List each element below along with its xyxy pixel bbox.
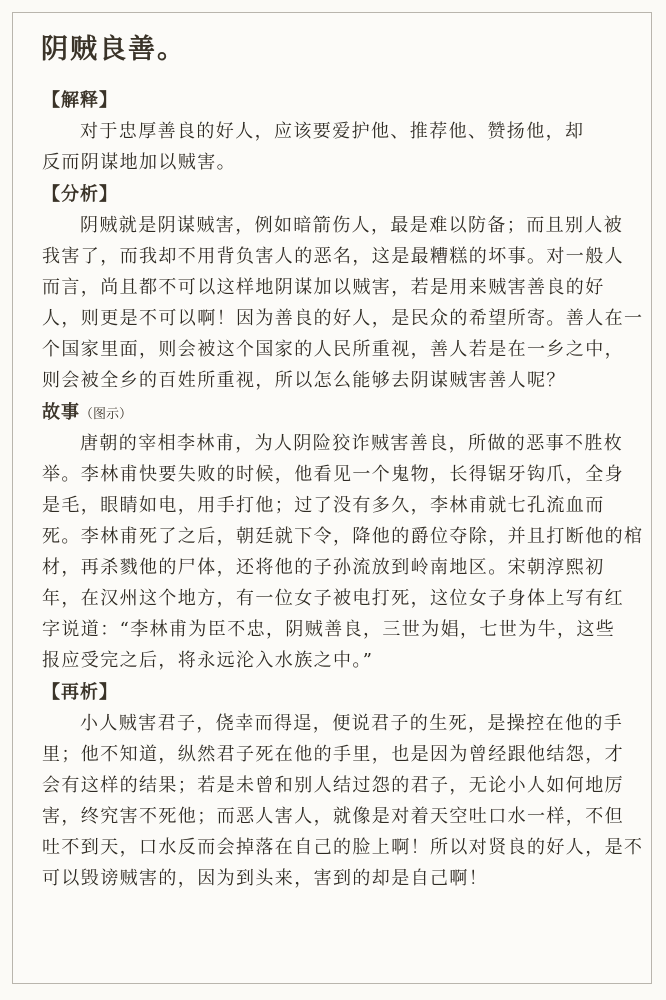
text-line: 反而阴谋地加以贼害。 (42, 152, 236, 173)
section-heading-reanalysis: 【再析】 (42, 682, 118, 703)
text-line: 我害了，而我却不用背负害人的恶名，这是最糟糕的坏事。对一般人 (42, 246, 624, 267)
text-line: 个国家里面，则会被这个国家的人民所重视，善人若是在一乡之中， (42, 339, 624, 360)
text-line: 年，在汉州这个地方，有一位女子被电打死，这位女子身体上写有红 (42, 588, 624, 609)
text-line: 害，终究害不死他；而恶人害人，就像是对着天空吐口水一样，不但 (42, 806, 624, 827)
text-line: 字说道：“李林甫为臣不忠，阴贼善良，三世为娼，七世为牛，这些 (42, 619, 616, 640)
text-line: 小人贼害君子，侥幸而得逞，便说君子的生死，是操控在他的手 (80, 713, 624, 734)
section-heading-analysis: 【分析】 (42, 184, 118, 205)
section-body-story (42, 428, 652, 676)
section-body-explanation (42, 116, 652, 178)
text-line: 会有这样的结果；若是未曾和别人结过怨的君子，无论小人如何地厉 (42, 775, 624, 796)
text-line: 唐朝的宰相李林甫，为人阴险狡诈贼害善良，所做的恶事不胜枚 (80, 433, 624, 454)
page-title: 阴贼良善。 (41, 34, 186, 65)
story-heading-label: 故事 (42, 402, 80, 423)
text-line: 是毛，眼睛如电，用手打他；过了没有多久，李林甫就七孔流血而 (42, 495, 605, 516)
text-line: 则会被全乡的百姓所重视，所以怎么能够去阴谋贼害善人呢？ (42, 370, 566, 391)
document-content (12, 12, 652, 984)
text-line: 而言，尚且都不可以这样地阴谋加以贼害，若是用来贼害善良的好 (42, 277, 605, 298)
text-line: 可以毁谤贼害的，因为到头来，害到的却是自己啊！ (42, 868, 489, 889)
section-heading-explanation: 【解释】 (42, 90, 118, 111)
text-line: 材，再杀戮他的尸体，还将他的子孙流放到岭南地区。宋朝淳熙初 (42, 557, 605, 578)
text-line: 对于忠厚善良的好人，应该要爱护他、推荐他、赞扬他，却 (80, 121, 585, 142)
text-line: 里；他不知道，纵然君子死在他的手里，也是因为曾经跟他结怨，才 (42, 744, 624, 765)
section-heading-story (42, 400, 132, 428)
text-line: 报应受完之后，将永远沦入水族之中。” (42, 650, 374, 671)
text-line: 阴贼就是阴谋贼害，例如暗箭伤人，最是难以防备；而且别人被 (80, 215, 624, 236)
text-line: 人，则更是不可以啊！因为善良的好人，是民众的希望所寄。善人在一 (42, 308, 644, 329)
story-heading-note: （图示） (80, 407, 133, 422)
text-line: 死。李林甫死了之后，朝廷就下令，降他的爵位夺除，并且打断他的棺 (42, 526, 644, 547)
text-line: 吐不到天，口水反而会掉落在自己的脸上啊！所以对贤良的好人，是不 (42, 837, 644, 858)
text-line: 举。李林甫快要失败的时候，他看见一个鬼物，长得锯牙钩爪，全身 (42, 464, 624, 485)
section-body-reanalysis (42, 708, 652, 894)
section-body-analysis (42, 210, 652, 396)
